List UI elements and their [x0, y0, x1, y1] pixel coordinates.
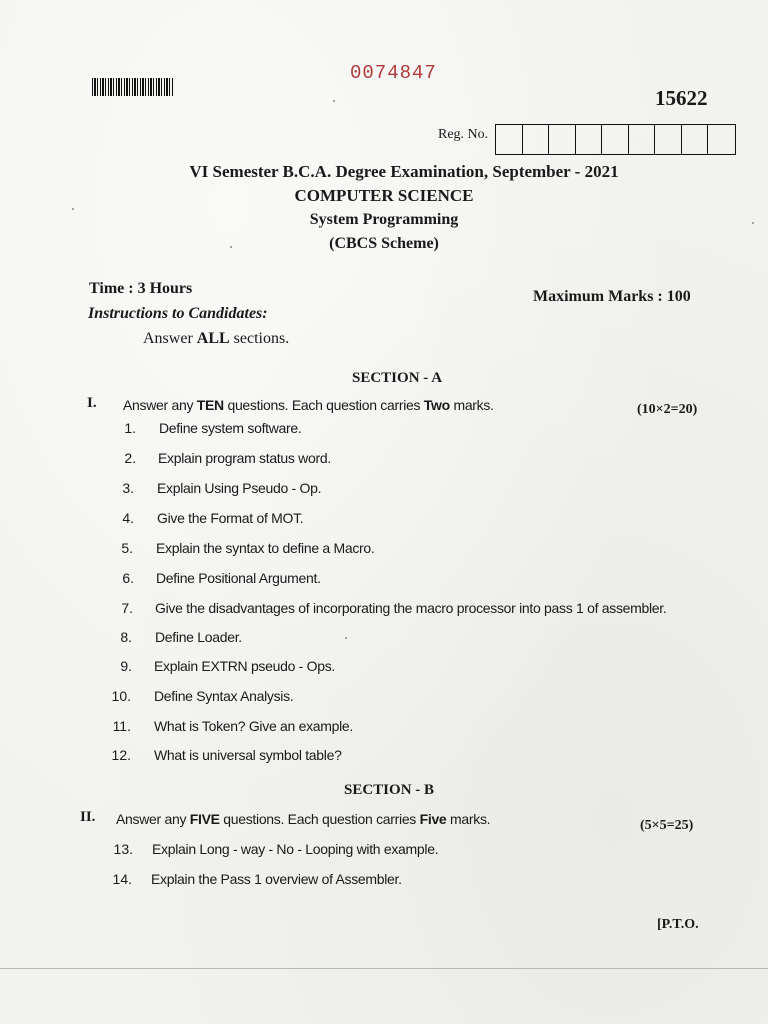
question-text: Give the Format of MOT.	[157, 510, 304, 526]
sa-instr-mid: questions. Each question carries	[227, 397, 421, 413]
section-b-heading: SECTION - B	[344, 782, 435, 798]
question-number: 6.	[122, 570, 134, 586]
serial-number: 0074847	[350, 62, 437, 84]
section-b-instruction	[116, 811, 490, 827]
question-text: Explain Using Pseudo - Op.	[157, 480, 322, 496]
reg-no-cell	[549, 125, 576, 154]
reg-no-cell	[655, 125, 682, 154]
section-a-marks: (10×2=20)	[637, 402, 698, 417]
question-number: 1.	[124, 420, 136, 436]
scan-speck	[752, 222, 754, 224]
question-number: 11.	[112, 718, 131, 734]
instructions-heading: Instructions to Candidates:	[88, 305, 268, 322]
section-b-marks: (5×5=25)	[640, 818, 694, 833]
paper-title: System Programming	[309, 211, 459, 228]
pto-marker: [P.T.O.	[657, 917, 699, 932]
question-number: 10.	[111, 688, 131, 704]
question-number: 9.	[120, 658, 132, 674]
question-text: Define Loader.	[155, 629, 242, 645]
exam-title: VI Semester B.C.A. Degree Examination, September - 2021	[189, 162, 619, 181]
question-number: 7.	[121, 600, 133, 616]
question-number: 3.	[122, 480, 134, 496]
question-text: Explain program status word.	[158, 450, 331, 466]
reg-no-cell	[708, 125, 735, 154]
question-number: 14.	[112, 871, 132, 887]
reg-no-label: Reg. No.	[438, 127, 489, 142]
section-b-roman: II.	[80, 809, 96, 825]
answer-suffix: sections.	[233, 330, 290, 347]
sb-instr-post: marks.	[450, 811, 491, 827]
question-text: Explain the syntax to define a Macro.	[156, 540, 375, 556]
section-a-instruction	[123, 397, 494, 413]
question-text: Define Syntax Analysis.	[154, 688, 294, 704]
subject-title: COMPUTER SCIENCE	[294, 186, 474, 205]
question-number: 13.	[113, 841, 133, 857]
question-number: 2.	[124, 450, 136, 466]
question-text: Explain EXTRN pseudo - Ops.	[154, 658, 335, 674]
question-number: 5.	[121, 540, 133, 556]
scan-speck	[345, 637, 347, 639]
section-a-heading: SECTION - A	[352, 370, 443, 386]
sb-instr-count: FIVE	[189, 811, 220, 827]
question-number: 4.	[122, 510, 134, 526]
scan-edge-line	[0, 968, 768, 969]
question-text: Define Positional Argument.	[156, 570, 321, 586]
scan-speck	[333, 100, 335, 102]
answer-all-instruction	[143, 330, 289, 348]
scan-speck	[72, 208, 74, 210]
question-text: Define system software.	[159, 420, 302, 436]
reg-no-cell	[496, 125, 523, 154]
question-number: 12.	[111, 747, 131, 763]
question-number: 8.	[120, 629, 132, 645]
barcode	[92, 78, 174, 96]
answer-prefix: Answer	[143, 330, 193, 347]
scheme-title: (CBCS Scheme)	[329, 235, 439, 252]
reg-no-boxes	[495, 124, 736, 155]
scan-speck	[230, 246, 232, 248]
sb-instr-mid: questions. Each question carries	[223, 811, 417, 827]
sb-instr-pre: Answer any	[116, 811, 187, 827]
sb-instr-marks: Five	[419, 811, 447, 827]
sa-instr-pre: Answer any	[123, 397, 194, 413]
reg-no-cell	[523, 125, 550, 154]
reg-no-cell	[629, 125, 656, 154]
sa-instr-count: TEN	[196, 397, 224, 413]
question-text: Give the disadvantages of incorporating the macro processor into pass 1 of assembler.	[155, 600, 667, 616]
question-text: Explain Long - way - No - Looping with example.	[152, 841, 439, 857]
section-a-roman: I.	[87, 395, 97, 411]
reg-no-cell	[602, 125, 629, 154]
reg-no-cell	[682, 125, 709, 154]
sa-instr-marks: Two	[423, 397, 450, 413]
sa-instr-post: marks.	[453, 397, 494, 413]
question-text: What is universal symbol table?	[154, 747, 342, 763]
answer-bold: ALL	[196, 330, 230, 347]
maximum-marks: Maximum Marks : 100	[533, 288, 691, 305]
question-text: Explain the Pass 1 overview of Assembler.	[151, 871, 402, 887]
time-allowed: Time : 3 Hours	[89, 280, 193, 297]
paper-code: 15622	[655, 86, 708, 110]
reg-no-cell	[576, 125, 603, 154]
question-text: What is Token? Give an example.	[154, 718, 353, 734]
